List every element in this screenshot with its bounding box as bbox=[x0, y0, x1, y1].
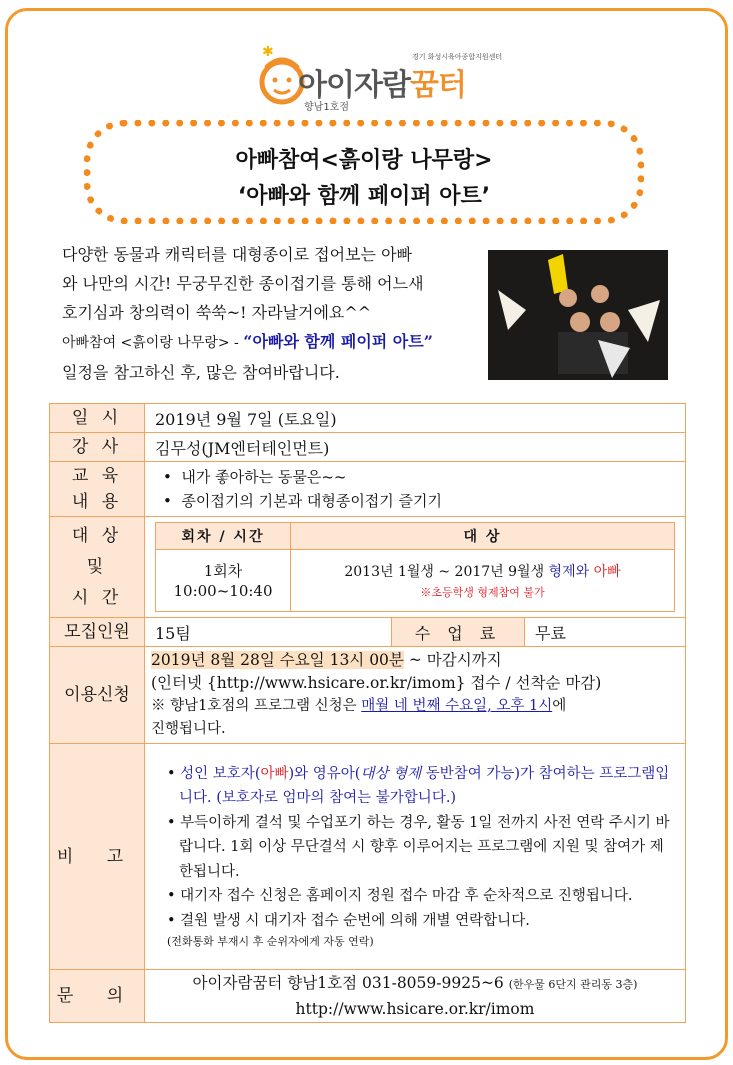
logo-org: 경기 화성시육아종합지원센터 bbox=[412, 53, 503, 61]
content-label: 교 육 내 용 bbox=[50, 462, 145, 517]
paper-art-photo bbox=[488, 250, 668, 380]
instructor-label: 강 사 bbox=[50, 433, 145, 462]
schedule-table bbox=[155, 522, 675, 612]
apply-method: (인터넷 {http://www.hsicare.or.kr/imom} 접수 / 선착순 마감) bbox=[151, 674, 602, 692]
intro-text bbox=[62, 240, 480, 387]
svg-text:✱: ✱ bbox=[262, 46, 274, 60]
remark-item: • 부득이하게 결석 및 수업포기 하는 경우, 활동 1일 전까지 사전 연락 주시기 바랍니다. 1회 이상 무단결석 시 향후 이루어지는 프로그램에 지원 및 참여가 제한됩니다. bbox=[167, 814, 670, 880]
logo bbox=[252, 46, 512, 116]
apply-schedule-note: 매월 네 번째 수요일, 오후 1시 bbox=[361, 698, 553, 714]
capacity-label: 모집인원 bbox=[50, 618, 145, 647]
intro-line: 와 나만의 시간! 무궁무진한 종이접기를 통해 어느새 bbox=[62, 274, 424, 293]
schedule-header-target: 대 상 bbox=[291, 523, 675, 550]
schedule-note: ※초등학생 형제참여 불가 bbox=[420, 586, 545, 599]
title-line2: ‘아빠와 함께 페이퍼 아트’ bbox=[237, 184, 491, 209]
logo-name: 아이자람꿈터 bbox=[298, 68, 466, 103]
apply-label: 이용신청 bbox=[50, 647, 145, 744]
schedule-header-session: 회차 / 시간 bbox=[156, 523, 291, 550]
apply-date: 2019년 8월 28일 수요일 13시 00분 bbox=[151, 651, 404, 669]
contact-address: (한우물 6단지 관리동 3층) bbox=[508, 978, 638, 991]
apply-value: 2019년 8월 28일 수요일 13시 00분 ~ 마감시까지 (인터넷 {http://www.hsicare.or.kr/imom} 접수 / 선착순 마감) ※ 향남1호점의 프로그램 신청은 매월 네 번째 수요일, 오후 1시에 진행됩니다. bbox=[145, 647, 686, 744]
schedule-cell bbox=[145, 517, 686, 618]
fee-value: 무료 bbox=[525, 618, 686, 647]
intro-line: 일정을 참고하신 후, 많은 참여바랍니다. bbox=[62, 363, 340, 382]
capacity-value: 15팀 bbox=[145, 618, 392, 647]
title-box bbox=[84, 120, 644, 224]
remark-item: • 결원 발생 시 대기자 접수 순번에 의해 개별 연락합니다. bbox=[167, 912, 530, 929]
remarks-label: 비 고 bbox=[50, 744, 145, 970]
fee-label: 수 업 료 bbox=[392, 618, 525, 647]
remarks-value bbox=[145, 744, 686, 970]
logo-branch: 향남1호점 bbox=[304, 102, 350, 113]
remark-item: • 대기자 접수 신청은 홈페이지 정원 접수 마감 후 순차적으로 진행됩니다. bbox=[167, 888, 633, 905]
contact-url[interactable]: http://www.hsicare.or.kr/imom bbox=[295, 1000, 535, 1018]
remark-subnote: (전화통화 부재시 후 순위자에게 자동 연락) bbox=[167, 935, 374, 949]
info-table bbox=[49, 403, 686, 1023]
date-label: 일 시 bbox=[50, 404, 145, 433]
remark-item: • 성인 보호자(아빠)와 영유아(대상 형제 동반참여 가능)가 참여하는 프로그램입니다. (보호자로 엄마의 참여는 불가합니다.) bbox=[167, 765, 670, 807]
intro-line: 다양한 동물과 캐릭터를 대형종이로 접어보는 아빠 bbox=[62, 245, 413, 264]
target-label: 대 상 및 시 간 bbox=[50, 517, 145, 618]
intro-line: 호기심과 창의력이 쑥쑥~! 자라날거에요^^ bbox=[62, 303, 372, 322]
intro-line: 아빠참여 <흙이랑 나무랑> - “아빠와 함께 페이퍼 아트” bbox=[62, 332, 433, 351]
title-line1: 아빠참여<흙이랑 나무랑> bbox=[235, 148, 493, 173]
content-item: • 내가 좋아하는 동물은~~ bbox=[163, 468, 347, 486]
content-item: • 종이접기의 기본과 대형종이접기 즐기기 bbox=[163, 492, 443, 510]
contact-value bbox=[145, 970, 686, 1023]
contact-phone: 아이자람꿈터 향남1호점 031-8059-9925~6 bbox=[192, 974, 504, 992]
contact-label: 문 의 bbox=[50, 970, 145, 1023]
schedule-session: 1회차 10:00~10:40 bbox=[156, 550, 291, 612]
schedule-target: 2013년 1월생 ~ 2017년 9월생 형제와 아빠 ※초등학생 형제참여 불가 bbox=[291, 550, 675, 612]
content-value bbox=[145, 462, 686, 517]
date-value: 2019년 9월 7일 (토요일) bbox=[145, 404, 686, 433]
instructor-value: 김무성(JM엔터테인먼트) bbox=[145, 433, 686, 462]
